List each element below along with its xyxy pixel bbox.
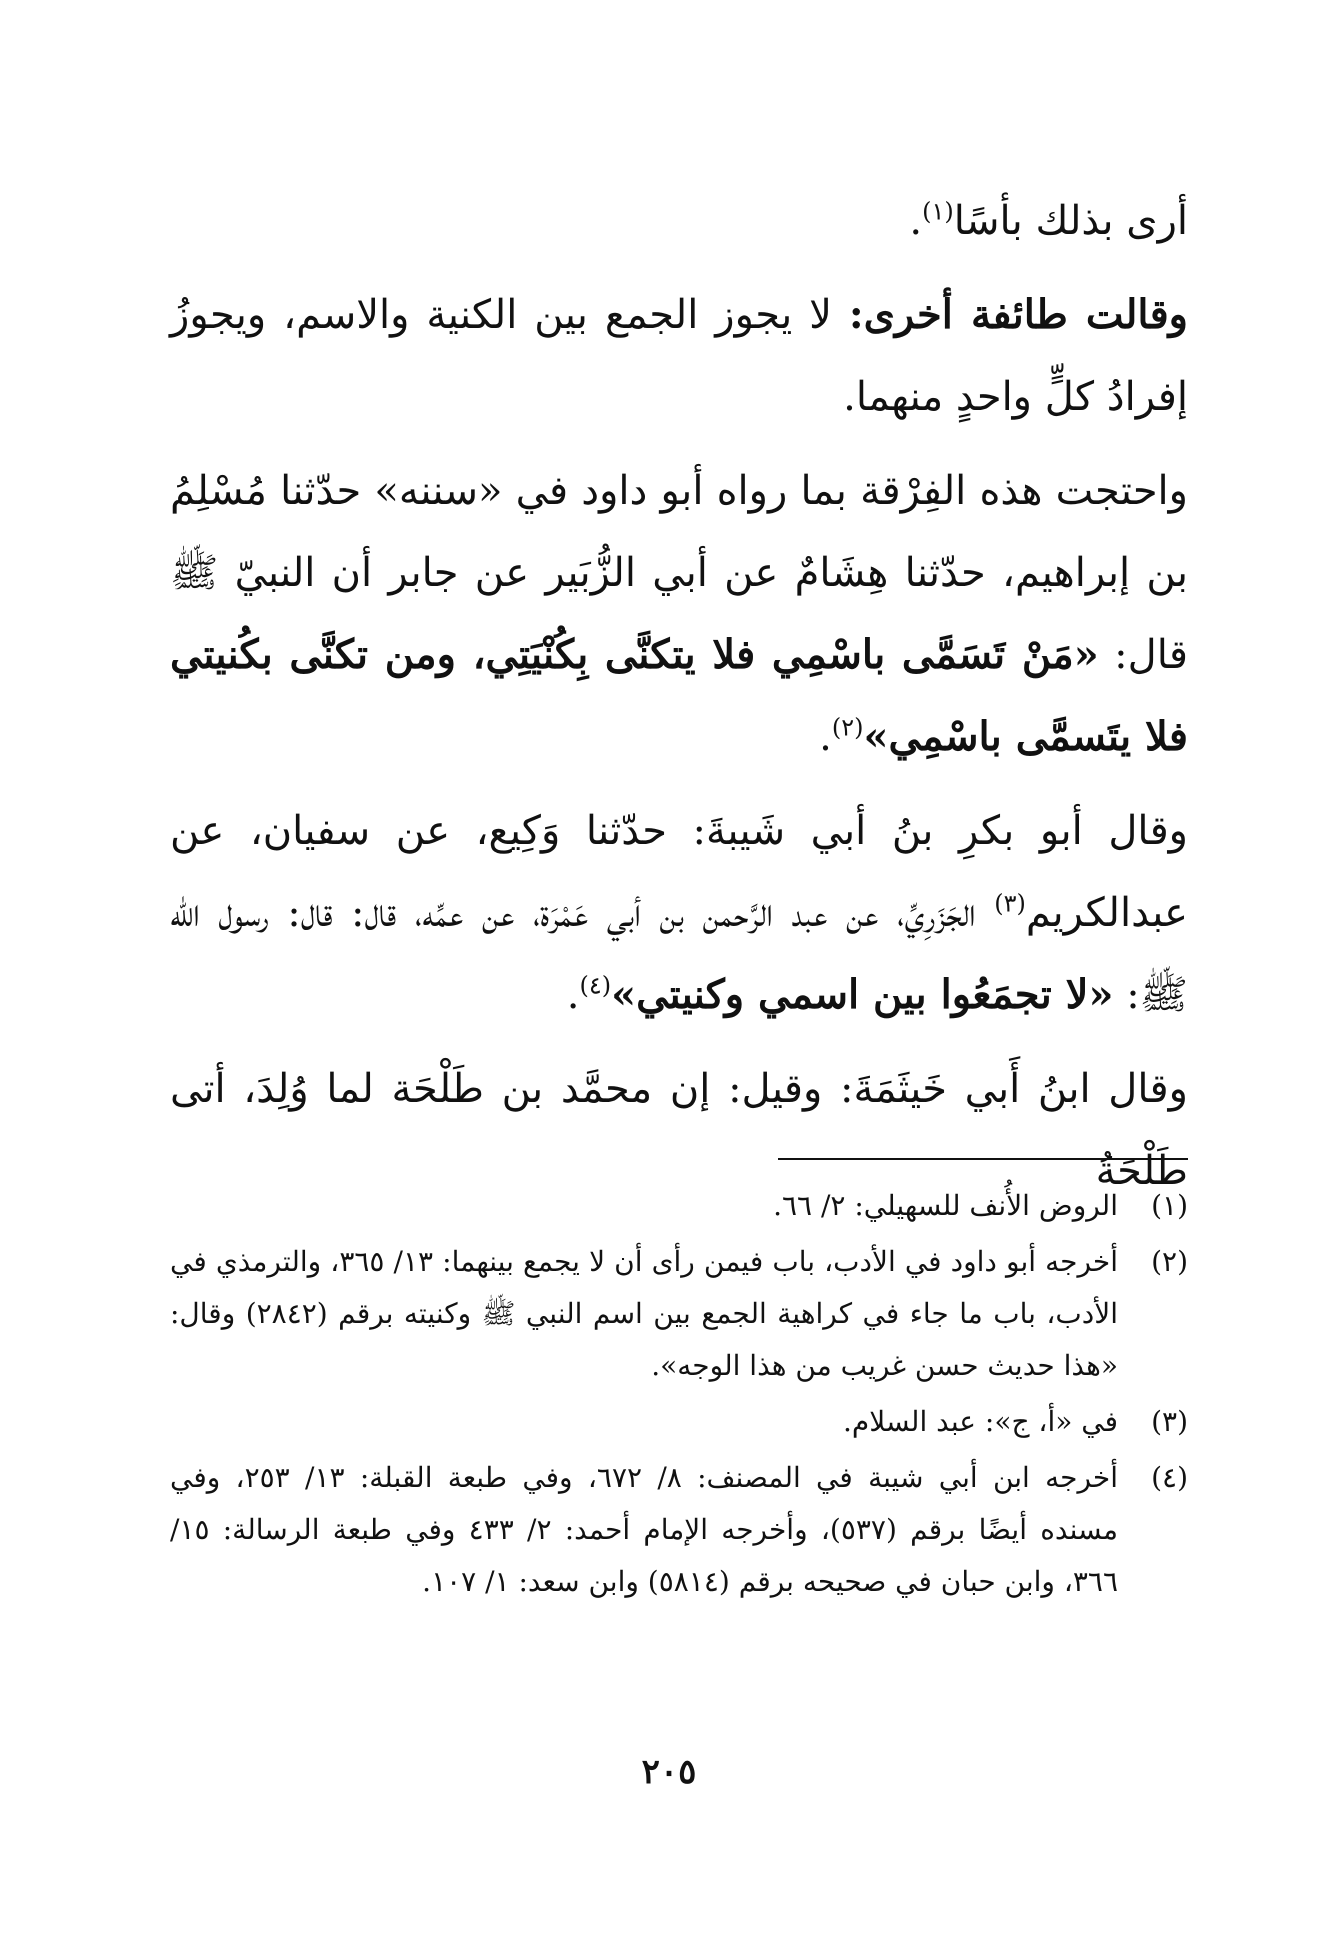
hadith-quote: «مَنْ تَسَمَّى باسْمِي فلا يتكنَّى بِكُنْيَتِي، ومن تكنَّى بكُنيتي فلا يتَسمَّى باسْمِي»: [170, 631, 1188, 760]
punctuation: .: [909, 198, 923, 244]
footnote-ref[interactable]: (١): [922, 197, 954, 226]
paragraph-1: [170, 180, 1188, 262]
footnote-ref[interactable]: (٤): [579, 971, 612, 1000]
paragraph-text: واحتجت هذه الفِرْقة بما رواه أبو داود في «سننه» حدّثنا مُسْلِمُ بن إبراهيم، حدّثنا هِشَامٌ عن أبي الزُّبَير عن جابر أن النبيّ ﷺ قال:: [170, 468, 1188, 678]
paragraph-3: [170, 450, 1188, 778]
footnote-text: أخرجه أبو داود في الأدب، باب فيمن رأى أن لا يجمع بينهما: ١٣/ ٣٦٥، والترمذي في الأدب، باب ما جاء في كراهية الجمع بين اسم النبي ﷺ وكنيته برقم (٢٨٤٢) وقال: «هذا حديث حسن غريب من هذا الوجه».: [170, 1245, 1119, 1382]
hadith-quote: «لا تجمَعُوا بين اسمي وكنيتي»: [611, 971, 1114, 1018]
page-number: ٢٠٥: [641, 1752, 697, 1792]
footnote-number: (٤): [1151, 1461, 1188, 1494]
footnote-ref[interactable]: (٣): [994, 889, 1026, 918]
paragraph-text: لا يجوز الجمع بين الكنية والاسم، ويجوزُ إفرادُ كلٍّ واحدٍ منهما.: [170, 292, 1188, 420]
paragraph-text: أرى بذلك بأسًا: [953, 198, 1188, 244]
footnote-number: (٢): [1151, 1245, 1188, 1278]
footnote-item: [170, 1452, 1188, 1608]
punctuation: .: [819, 714, 832, 760]
footnote-ref[interactable]: (٢): [831, 713, 864, 742]
footnote-number: (٣): [1151, 1405, 1188, 1438]
main-text: [170, 180, 1188, 1224]
paragraph-text: وقال أبو بكرِ بنُ أبي شَيبةَ: حدّثنا وَكِيع، عن سفيان، عن عبدالكريم: [170, 808, 1189, 936]
paragraph-text: وقال ابنُ أَبي خَيثَمَةَ: وقيل: إن محمَّد بن طَلْحَة لما وُلِدَ، أتى طَلْحَةُ: [170, 1066, 1188, 1194]
footnote-text: الروض الأُنف للسهيلي: ٢/ ٦٦.: [773, 1189, 1118, 1222]
footnotes: [170, 1180, 1188, 1612]
paragraph-text: الجَزَرِيِّ، عن عبد الرَّحمن بن أبي عَمْرَة، عن عمِّه، قال: قال: رسول الله ﷺ:: [170, 890, 1188, 1018]
footnote-item: [170, 1236, 1188, 1392]
footnote-text: في «أ، ج»: عبد السلام.: [843, 1405, 1118, 1438]
paragraph-2: [170, 274, 1188, 438]
punctuation: .: [566, 972, 580, 1018]
footnote-divider: [778, 1158, 1188, 1160]
footnote-item: [170, 1180, 1188, 1232]
footnote-number: (١): [1151, 1189, 1188, 1222]
footnote-text: أخرجه ابن أبي شيبة في المصنف: ٨/ ٦٧٢، وفي طبعة القبلة: ١٣/ ٢٥٣، وفي مسنده أيضًا برقم (٥٣٧)، وأخرجه الإمام أحمد: ٢/ ٤٣٣ وفي طبعة الرسالة: ١٥/ ٣٦٦، وابن حبان في صحيحه برقم (٥٨١٤) وابن سعد: ١/ ١٠٧.: [170, 1461, 1118, 1598]
footnote-item: [170, 1396, 1188, 1448]
bold-lead: وقالت طائفة أخرى:: [848, 291, 1189, 338]
paragraph-4: [170, 790, 1188, 1036]
